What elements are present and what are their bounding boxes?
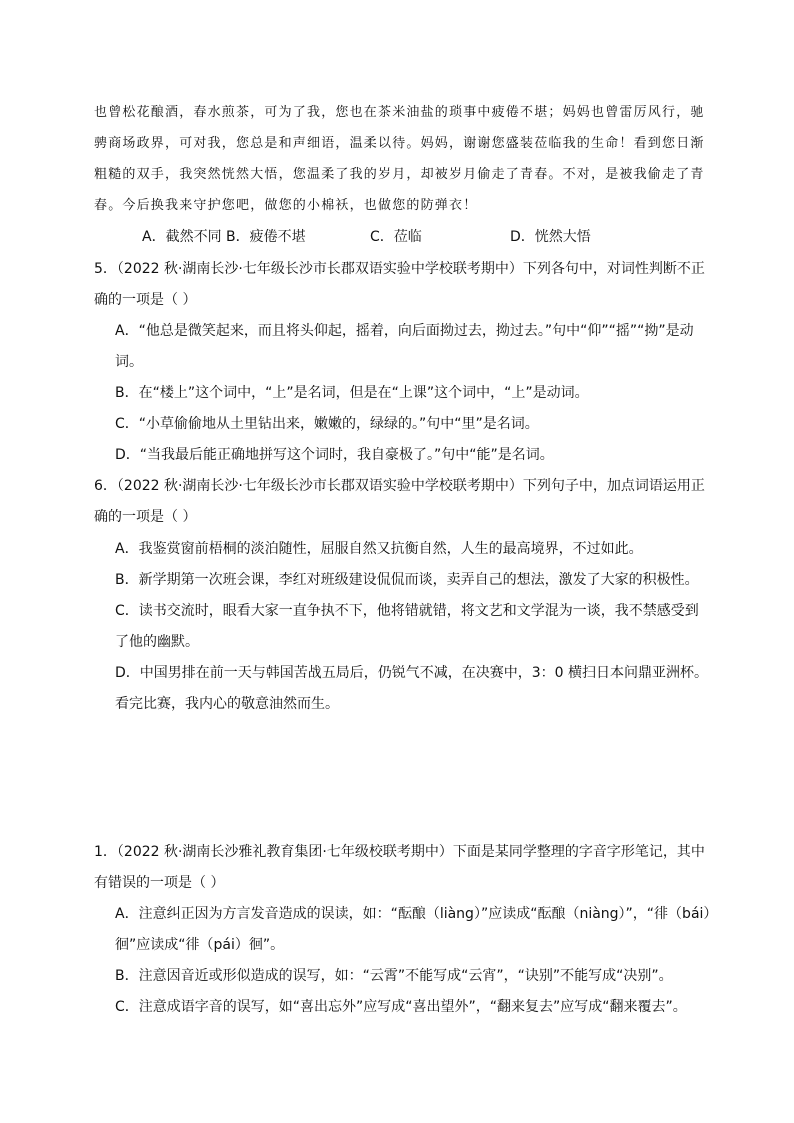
q5-stem-line-1: 5．（2022 秋·湖南长沙·七年级长沙市长郡双语实验中学校联考期中）下列各句中，对词性判断不正 <box>94 261 705 277</box>
q4-option-ab: A．截然不同 B．疲倦不堪 <box>142 229 306 245</box>
q1-option-a-cont: 徊”应读成“徘（pái）徊”。 <box>115 937 285 953</box>
q6-stem-line-2: 确的一项是（ ） <box>94 509 197 525</box>
passage-line-2: 骋商场政界，可对我，您总是和声细语，温柔以待。妈妈，谢谢您盛装莅临我的生命！看到您日渐 <box>94 136 705 151</box>
passage-line-1: 也曾松花酿酒，春水煎茶，可为了我，您也在茶米油盐的琐事中疲倦不堪；妈妈也曾雷厉风行，驰 <box>94 105 705 120</box>
q5-option-b: B．在“楼上”这个词中，“上”是名词，但是在“上课”这个词中，“上”是动词。 <box>115 385 589 401</box>
q1-option-a: A．注意纠正因为方言发音造成的误读，如：“酝酿（liàng）”应读成“酝酿（niàng）”，“徘（bái） <box>115 906 718 922</box>
q6-option-a: A．我鉴赏窗前梧桐的淡泊随性，屈服自然又抗衡自然，人生的最高境界，不过如此。 <box>115 541 643 557</box>
q6-stem-line-1: 6．（2022 秋·湖南长沙·七年级长沙市长郡双语实验中学校联考期中）下列句子中，加点词语运用正 <box>94 478 705 494</box>
q5-stem-line-2: 确的一项是（ ） <box>94 292 197 308</box>
q1-stem-line-2: 有错误的一项是（ ） <box>94 875 225 891</box>
q4-option-c: C．莅临 <box>370 229 422 245</box>
q5-option-a: A．“他总是微笑起来，而且将头仰起，摇着，向后面拗过去，拗过去。”句中“仰”“摇”“拗”是动 <box>115 323 694 339</box>
q5-option-d: D．“当我最后能正确地拼写这个词时，我自豪极了。”句中“能”是名词。 <box>115 447 554 463</box>
q6-option-d: D．中国男排在前一天与韩国苦战五局后，仍锐气不减，在决赛中，3：0 横扫日本问鼎亚洲杯。 <box>115 665 709 681</box>
passage-line-3: 粗糙的双手，我突然恍然大悟，您温柔了我的岁月，却被岁月偷走了青春。不对，是被我偷走了青 <box>94 167 705 182</box>
q5-option-a-cont: 词。 <box>115 354 143 370</box>
q6-option-c-cont: 了他的幽默。 <box>115 634 199 650</box>
q1-option-b: B．注意因音近或形似造成的误写，如：“云霄”不能写成“云宵”，“诀别”不能写成“决别”。 <box>115 968 673 984</box>
q6-option-c: C．读书交流时，眼看大家一直争执不下，他将错就错，将文艺和文学混为一谈，我不禁感受到 <box>115 603 699 619</box>
q6-option-d-cont: 看完比赛，我内心的敬意油然而生。 <box>115 696 339 712</box>
q5-option-c: C．“小草偷偷地从土里钻出来，嫩嫩的，绿绿的。”句中“里”是名词。 <box>115 416 539 432</box>
q1-stem-line-1: 1．（2022 秋·湖南长沙雅礼教育集团·七年级校联考期中）下面是某同学整理的字音字形笔记，其中 <box>94 844 705 860</box>
q4-option-d: D．恍然大悟 <box>510 229 591 245</box>
q1-option-c: C．注意成语字音的误写，如“喜出忘外”应写成“喜出望外”，“翻来复去”应写成“翻来覆去”。 <box>115 999 687 1015</box>
q6-option-b: B．新学期第一次班会课，李红对班级建设侃侃而谈，卖弄自己的想法，激发了大家的积极性。 <box>115 572 699 588</box>
passage-line-4: 春。今后换我来守护您吧，做您的小棉袄，也做您的防弹衣！ <box>94 198 478 213</box>
